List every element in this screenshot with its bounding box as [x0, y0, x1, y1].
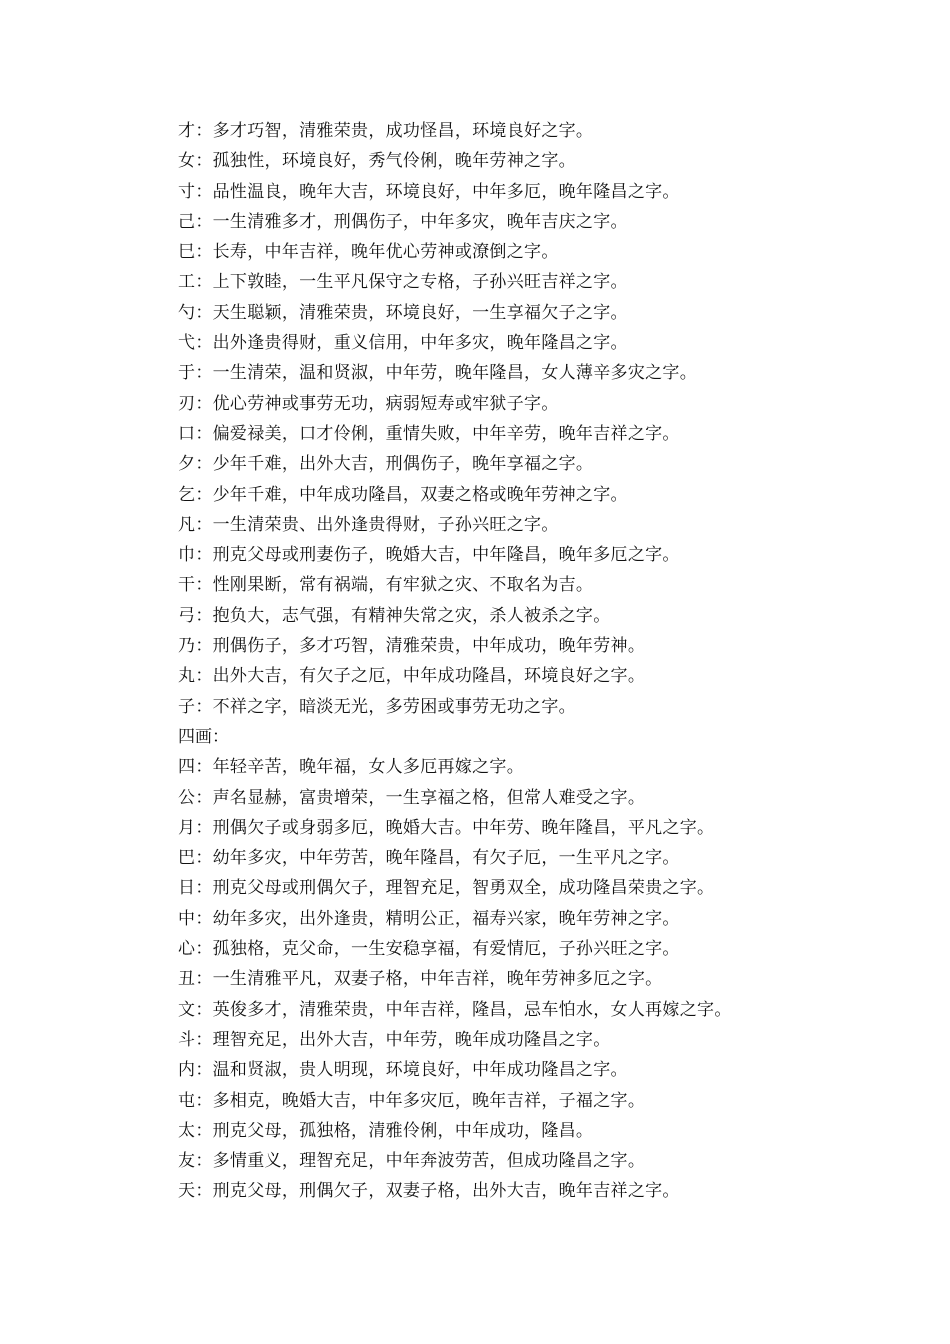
entry-char: 屯	[178, 1090, 196, 1111]
entry-char: 干	[178, 575, 196, 596]
entry-char: 巳	[178, 242, 196, 263]
entry-text: 多才巧智，清雅荣贵，成功怪昌，环境良好之字。	[212, 121, 594, 141]
entry-text: 少年千难，出外大吉，刑偶伤子，晚年享福之字。	[212, 454, 594, 475]
entry-line	[178, 995, 918, 1025]
entry-line	[178, 146, 918, 176]
entry-char: 公	[178, 787, 196, 808]
entry-text: 品性温良，晚年大吉，环境良好，中年多厄，晚年隆昌之字。	[212, 181, 680, 202]
entry-char: 弓	[178, 605, 196, 626]
entry-separator: ：	[195, 1090, 213, 1111]
entry-line	[178, 570, 918, 600]
entry-line	[178, 692, 918, 722]
entry-char: 斗	[178, 1029, 196, 1050]
entry-text: 孤独性，环境良好，秀气伶俐，晚年劳神之字。	[212, 151, 576, 172]
entry-separator: ：	[195, 151, 213, 172]
entry-text: 抱负大，志气强，有精神失常之灾，杀人被杀之字。	[212, 605, 611, 626]
entry-text: 一生清荣，温和贤淑，中年劳，晚年隆昌，女人薄辛多灾之字。	[212, 363, 698, 384]
entry-char: 乞	[178, 484, 196, 505]
entry-separator: ：	[195, 757, 213, 778]
entry-separator: ：	[195, 575, 213, 596]
entry-line	[178, 480, 918, 510]
entry-line	[178, 783, 918, 813]
entry-char: 乃	[178, 636, 196, 657]
entry-text: 上下敦睦，一生平凡保守之专格，子孙兴旺吉祥之字。	[212, 272, 628, 293]
entry-separator: ：	[195, 908, 213, 929]
entry-text: 理智充足，出外大吉，中年劳，晚年成功隆昌之字。	[212, 1029, 611, 1050]
entry-line	[178, 934, 918, 964]
entry-separator: ：	[195, 666, 213, 687]
entry-line	[178, 358, 918, 388]
entry-text: 天生聪颖，清雅荣贵，环境良好，一生享福欠子之字。	[212, 302, 628, 323]
entry-char: 文	[178, 999, 196, 1020]
entry-line	[178, 873, 918, 903]
entry-line	[178, 1086, 918, 1116]
entry-separator: ：	[195, 969, 213, 990]
entry-separator: ：	[195, 454, 213, 475]
entry-char: 寸	[178, 181, 196, 202]
entry-line	[178, 1146, 918, 1176]
entry-list-three-strokes	[178, 116, 918, 722]
entry-separator: ：	[195, 545, 213, 566]
entry-separator: ：	[195, 393, 213, 414]
entry-text: 一生清雅多才，刑偶伤子，中年多灾，晚年吉庆之字。	[212, 211, 628, 232]
entry-text: 多相克，晚婚大吉，中年多灾厄，晚年吉祥，子福之字。	[212, 1090, 646, 1111]
entry-text: 声名显赫，富贵增荣，一生享福之格，但常人难受之字。	[212, 787, 646, 808]
entry-text: 刑克父母或刑偶欠子，理智充足，智勇双全，成功隆昌荣贵之字。	[212, 878, 715, 899]
entry-separator: ：	[195, 696, 213, 717]
entry-text: 孤独格，克父命，一生安稳享福，有爱情厄，子孙兴旺之字。	[212, 939, 680, 960]
entry-line	[178, 964, 918, 994]
entry-line	[178, 813, 918, 843]
entry-separator: ：	[195, 787, 213, 808]
entry-separator: ：	[195, 514, 213, 535]
entry-char: 太	[178, 1120, 196, 1141]
entry-line	[178, 631, 918, 661]
entry-char: 刃	[178, 393, 196, 414]
entry-char: 子	[178, 696, 196, 717]
entry-separator: ：	[195, 1029, 213, 1050]
entry-text: 长寿，中年吉祥，晚年优心劳神或潦倒之字。	[212, 242, 559, 263]
entry-text: 刑克父母，刑偶欠子，双妻子格，出外大吉，晚年吉祥之字。	[212, 1181, 680, 1202]
entry-char: 天	[178, 1181, 196, 1202]
entry-line	[178, 510, 918, 540]
entry-line	[178, 207, 918, 237]
entry-separator: ：	[195, 272, 213, 293]
entry-line	[178, 1055, 918, 1085]
entry-separator: ：	[195, 878, 213, 899]
entry-char: 丑	[178, 969, 196, 990]
entry-separator: ：	[195, 484, 213, 505]
entry-text: 刑偶欠子或身弱多厄，晚婚大吉。中年劳、晚年隆昌，平凡之字。	[212, 817, 715, 838]
entry-text: 出外逢贵得财，重义信用，中年多灾，晚年隆昌之字。	[212, 333, 628, 354]
entry-char: 工	[178, 272, 196, 293]
entry-line	[178, 843, 918, 873]
entry-separator: ：	[195, 999, 213, 1020]
entry-text: 优心劳神或事劳无功，病弱短寿或牢狱子字。	[212, 393, 559, 414]
entry-line	[178, 601, 918, 631]
entry-char: 中	[178, 908, 196, 929]
entry-text: 性刚果断，常有祸端，有牢狱之灾、不取名为吉。	[212, 575, 594, 596]
entry-text: 温和贤淑，贵人明现，环境良好，中年成功隆昌之字。	[212, 1060, 628, 1081]
entry-char: 月	[178, 817, 196, 838]
document-page	[178, 116, 918, 1207]
entry-line	[178, 449, 918, 479]
entry-text: 年轻辛苦，晚年福，女人多厄再嫁之字。	[212, 757, 525, 778]
entry-separator: ：	[195, 211, 213, 232]
entry-text: 英俊多才，清雅荣贵，中年吉祥，隆昌，忌车怕水，女人再嫁之字。	[212, 999, 732, 1020]
entry-char: 四	[178, 757, 196, 778]
entry-text: 幼年多灾，出外逢贵，精明公正，福寿兴家，晚年劳神之字。	[212, 908, 680, 929]
entry-separator: ：	[195, 817, 213, 838]
entry-text: 一生清荣贵、出外逢贵得财，子孙兴旺之字。	[212, 514, 559, 535]
entry-text: 幼年多灾，中年劳苦，晚年隆昌，有欠子厄，一生平凡之字。	[212, 848, 680, 869]
entry-char: 勺	[178, 302, 196, 323]
entry-char: 丸	[178, 666, 196, 687]
entry-separator: ：	[195, 242, 213, 263]
entry-char: 凡	[178, 514, 196, 535]
entry-line	[178, 389, 918, 419]
entry-separator: ：	[195, 302, 213, 323]
entry-line	[178, 1176, 918, 1206]
entry-separator: ：	[195, 1120, 213, 1141]
entry-line	[178, 540, 918, 570]
entry-line	[178, 116, 918, 146]
entry-separator: ：	[195, 333, 213, 354]
entry-separator: ：	[195, 1151, 213, 1172]
entry-line	[178, 1116, 918, 1146]
entry-char: 巾	[178, 545, 196, 566]
entry-separator: ：	[195, 605, 213, 626]
entry-char: 巴	[178, 848, 196, 869]
entry-line	[178, 328, 918, 358]
entry-line	[178, 177, 918, 207]
entry-text: 不祥之字，暗淡无光，多劳困或事劳无功之字。	[212, 696, 576, 717]
entry-separator: ：	[195, 1060, 213, 1081]
entry-char: 才	[178, 121, 196, 141]
entry-line	[178, 419, 918, 449]
entry-text: 刑克父母，孤独格，清雅伶俐，中年成功，隆昌。	[212, 1120, 594, 1141]
entry-text: 少年千难，中年成功隆昌，双妻之格或晚年劳神之字。	[212, 484, 628, 505]
entry-char: 友	[178, 1151, 196, 1172]
entry-separator: ：	[195, 363, 213, 384]
entry-char: 口	[178, 423, 196, 444]
entry-text: 出外大吉，有欠子之厄，中年成功隆昌，环境良好之字。	[212, 666, 646, 687]
entry-separator: ：	[195, 939, 213, 960]
entry-separator: ：	[195, 1181, 213, 1202]
entry-list-four-strokes	[178, 752, 918, 1206]
entry-text: 多情重义，理智充足，中年奔波劳苦，但成功隆昌之字。	[212, 1151, 646, 1172]
entry-line	[178, 752, 918, 782]
section-heading-four-strokes: 四画：	[178, 726, 229, 747]
entry-separator: ：	[195, 848, 213, 869]
entry-text: 一生清雅平凡，双妻子格，中年吉祥，晚年劳神多厄之字。	[212, 969, 663, 990]
entry-char: 内	[178, 1060, 196, 1081]
entry-char: 己	[178, 211, 196, 232]
entry-line	[178, 904, 918, 934]
entry-line	[178, 661, 918, 691]
entry-separator: ：	[195, 423, 213, 444]
entry-char: 夕	[178, 454, 196, 475]
entry-text: 刑偶伤子，多才巧智，清雅荣贵，中年成功，晚年劳神。	[212, 636, 646, 657]
entry-text: 刑克父母或刑妻伤子，晚婚大吉，中年隆昌，晚年多厄之字。	[212, 545, 680, 566]
entry-separator: ：	[195, 121, 213, 141]
entry-separator: ：	[195, 181, 213, 202]
entry-separator: ：	[195, 636, 213, 657]
entry-char: 心	[178, 939, 196, 960]
entry-char: 日	[178, 878, 196, 899]
entry-char: 于	[178, 363, 196, 384]
entry-text: 偏爱禄美，口才伶俐，重情失败，中年辛劳，晚年吉祥之字。	[212, 423, 680, 444]
entry-char: 弋	[178, 333, 196, 354]
entry-line	[178, 1025, 918, 1055]
entry-line	[178, 298, 918, 328]
entry-line	[178, 267, 918, 297]
entry-line	[178, 237, 918, 267]
entry-char: 女	[178, 151, 196, 172]
